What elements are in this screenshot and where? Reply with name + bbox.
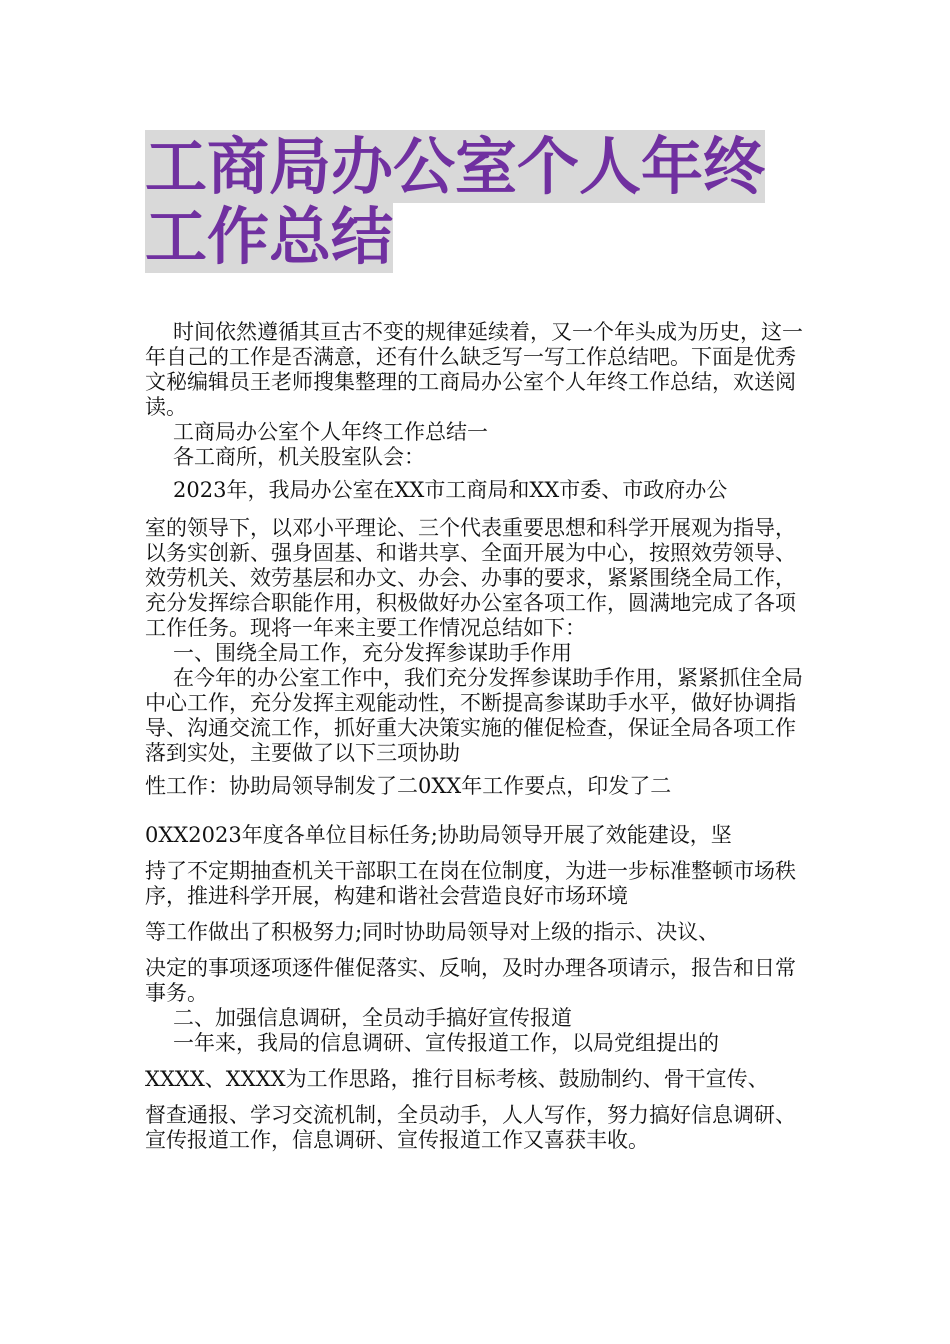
body-paragraph: 决定的事项逐项逐件催促落实、反响，及时办理各项请示，报告和日常事务。 bbox=[145, 956, 796, 1005]
document-title-text: 工商局办公室个人年终工作总结 bbox=[145, 130, 766, 273]
body-paragraph: 持了不定期抽查机关干部职工在岗在位制度，为进一步标准整顿市场秩序，推进科学开展，构建和谐社会营造良好市场环境 bbox=[145, 859, 796, 908]
body-paragraph: XXXX、XXXX为工作思路，推行目标考核、鼓励制约、骨干宣传、 bbox=[145, 1067, 769, 1091]
document-title bbox=[145, 132, 825, 272]
body-paragraph: 0XX2023年度各单位目标任务;协助局领导开展了效能建设，坚 bbox=[145, 823, 732, 847]
section-heading: 工商局办公室个人年终工作总结一 bbox=[173, 420, 488, 444]
body-paragraph: 等工作做出了积极努力;同时协助局领导对上级的指示、决议、 bbox=[145, 920, 720, 944]
body-paragraph: 性工作：协助局领导制发了二0XX年工作要点，印发了二 bbox=[145, 774, 672, 798]
section-heading: 一、围绕全局工作，充分发挥参谋助手作用 bbox=[173, 641, 572, 665]
section-heading: 二、加强信息调研，全员动手搞好宣传报道 bbox=[173, 1006, 572, 1030]
body-paragraph: 室的领导下，以邓小平理论、三个代表重要思想和科学开展观为指导，以务实创新、强身固基、和谐共享、全面开展为中心，按照效劳领导、效劳机关、效劳基层和办文、办会、办事的要求，紧紧围绕全局工作，充分发挥综合职能作用，积极做好办公室各项工作，圆满地完成了各项工作任务。现将一年来主要工作情况总结如下： bbox=[145, 516, 796, 640]
body-paragraph: 督查通报、学习交流机制，全员动手，人人写作，努力搞好信息调研、宣传报道工作，信息调研、宣传报道工作又喜获丰收。 bbox=[145, 1103, 796, 1152]
salutation: 各工商所，机关股室队会： bbox=[173, 445, 425, 469]
body-paragraph: 2023年，我局办公室在XX市工商局和XX市委、市政府办公 bbox=[173, 478, 728, 502]
body-paragraph: 在今年的办公室工作中，我们充分发挥参谋助手作用，紧紧抓住全局中心工作，充分发挥主观能动性，不断提高参谋助手水平，做好协调指导、沟通交流工作，抓好重大决策实施的催促检查，保证全局各项工作落到实处，主要做了以下三项协助 bbox=[145, 666, 803, 765]
document-body bbox=[145, 320, 805, 1153]
intro-paragraph: 时间依然遵循其亘古不变的规律延续着，又一个年头成为历史，这一年自己的工作是否满意，还有什么缺乏写一写工作总结吧。下面是优秀文秘编辑员王老师搜集整理的工商局办公室个人年终工作总结，欢送阅读。 bbox=[145, 320, 803, 419]
body-paragraph: 一年来，我局的信息调研、宣传报道工作，以局党组提出的 bbox=[173, 1031, 719, 1055]
